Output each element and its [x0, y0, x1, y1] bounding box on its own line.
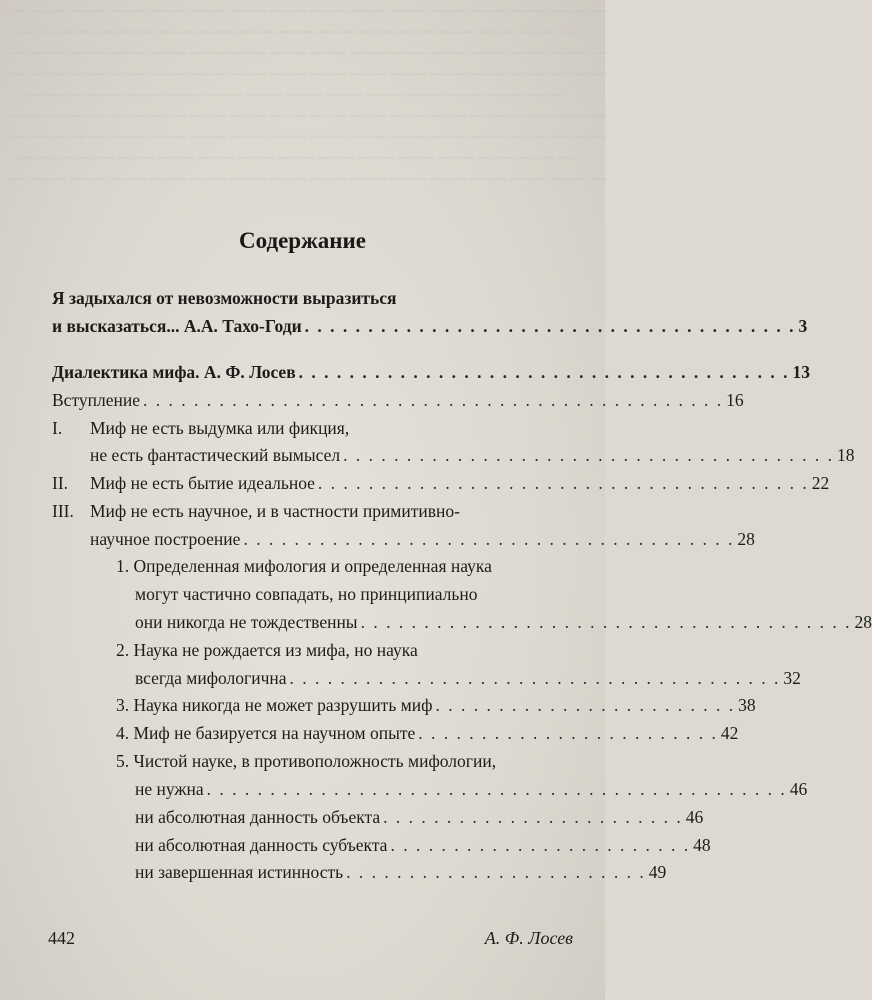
toc-entry-6-number: III.	[52, 501, 74, 521]
dot-leader: . . . . . . . . . . . . . . . . . . . . . . . .	[346, 862, 646, 882]
toc-entry-1-line-1: Я задыхался от невозможности выразиться	[52, 288, 397, 308]
show-through-text: — — — — — — — — — — — — — — — — — — — — — — — — — — — — — — — — — — — — — — — — — — — — — — — — — — — — — — — — — — — — — — — — — — — — — — — — — — — — — — — — — — — — — — — — — — — — — — — — — — — — — — — — — — — — — — — — — — — — — — — — — — — — — — — — — — — — — — — — — — — — — — — — — — — — — — — — — — — — — — — — — — — — — — — — — — — — — — — — — — — — — — — — — — — — — — — — — — — — — — — — — — — — — — — — — — — — — — — — — — — — — — — — — — — — — — — — — — — — — — — — — — — — — — — — — — — — — — — — — — — — — — —	[10, 2, 606, 187]
dot-leader: . . . . . . . . . . . . . . . . . . . . . . . . . . . . . . . . . . . . . . . . . . . . . .	[142, 390, 724, 410]
toc-sub-1-line-2: могут частично совпадать, но принципиально	[135, 584, 478, 604]
toc-sub-2[interactable]	[135, 668, 801, 694]
toc-sub-4[interactable]	[116, 723, 739, 749]
toc-sub-1[interactable]	[135, 612, 872, 638]
toc-sub-1-page: 28	[854, 612, 872, 632]
toc-sub-1-line-3: они никогда не тождественны	[135, 612, 358, 632]
dot-leader: . . . . . . . . . . . . . . . . . . . . . . . . . . . . . . . . . . . . . . .	[343, 445, 834, 465]
toc-sub-3-title: 3. Наука никогда не может разрушить миф	[116, 695, 433, 715]
toc-entry-2-page: 13	[792, 362, 811, 382]
running-footer-author: А. Ф. Лосев	[484, 928, 573, 948]
toc-entry-4-line-2: не есть фантастический вымысел	[90, 445, 341, 465]
toc-subsub-2[interactable]	[135, 835, 711, 861]
toc-subsub-3[interactable]	[135, 862, 667, 888]
toc-subsub-1[interactable]	[135, 807, 704, 833]
toc-entry-5-page: 22	[811, 473, 830, 493]
dot-leader: . . . . . . . . . . . . . . . . . . . . . . . .	[390, 835, 691, 855]
toc-entry-3-title: Вступление	[52, 390, 140, 410]
toc-subsub-1-title: ни абсолютная данность объекта	[135, 807, 381, 827]
toc-sub-5-page: 46	[789, 779, 808, 799]
toc-sub-4-page: 42	[720, 723, 739, 743]
toc-entry-4-page: 18	[836, 445, 855, 465]
toc-entry-5-number: II.	[52, 473, 69, 493]
toc-entry-5[interactable]	[90, 473, 830, 499]
toc-entry-6[interactable]	[90, 529, 755, 555]
dot-leader: . . . . . . . . . . . . . . . . . . . . . . . .	[435, 695, 736, 715]
toc-subsub-1-page: 46	[685, 807, 704, 827]
toc-entry-1[interactable]	[52, 316, 808, 342]
toc-entry-2-title: Диалектика мифа. А. Ф. Лосев	[52, 362, 296, 382]
dot-leader: . . . . . . . . . . . . . . . . . . . . . . . . . . . . . . . . . . . . . . .	[304, 316, 796, 336]
toc-sub-5-line-2: не нужна	[135, 779, 204, 799]
toc-sub-1-line-1: 1. Определенная мифология и определенная наука	[116, 556, 492, 576]
toc-entry-4-number: I.	[52, 418, 63, 438]
toc-sub-4-title: 4. Миф не базируется на научном опыте	[116, 723, 416, 743]
toc-subsub-2-page: 48	[693, 835, 711, 855]
toc-sub-5-line-1: 5. Чистой науке, в противоположность мифологии,	[116, 751, 497, 771]
dot-leader: . . . . . . . . . . . . . . . . . . . . . . . . . . . . . . . . . . . . . . .	[360, 612, 852, 632]
dot-leader: . . . . . . . . . . . . . . . . . . . . . . . . . . . . . . . . . . . . . . . . . . . . . .	[206, 779, 787, 799]
dot-leader: . . . . . . . . . . . . . . . . . . . . . . . .	[418, 723, 718, 743]
toc-entry-5-title: Миф не есть бытие идеальное	[90, 473, 315, 493]
toc-entry-3-page: 16	[726, 390, 744, 410]
toc-entry-4[interactable]	[90, 445, 855, 471]
toc-entry-1-page: 3	[798, 316, 808, 336]
toc-sub-5[interactable]	[135, 779, 808, 805]
toc-sub-3-page: 38	[738, 695, 756, 715]
toc-sub-3[interactable]	[116, 695, 756, 721]
toc-entry-6-line-1: Миф не есть научное, и в частности примитивно-	[90, 501, 460, 521]
toc-subsub-2-title: ни абсолютная данность субъекта	[135, 835, 388, 855]
toc-entry-6-line-2: научное построение	[90, 529, 241, 549]
toc-entry-1-line-2: и высказаться... А.А. Тахо-Годи	[52, 316, 302, 336]
toc-sub-2-line-2: всегда мифологична	[135, 668, 287, 688]
toc-sub-2-page: 32	[783, 668, 801, 688]
dot-leader: . . . . . . . . . . . . . . . . . . . . . . . . . . . . . . . . . . . . . . .	[317, 473, 809, 493]
dot-leader: . . . . . . . . . . . . . . . . . . . . . . . .	[383, 807, 683, 827]
toc-entry-2[interactable]	[52, 362, 811, 388]
toc-subsub-3-title: ни завершенная истинность	[135, 862, 344, 882]
page-title: Содержание	[239, 228, 366, 253]
dot-leader: . . . . . . . . . . . . . . . . . . . . . . . . . . . . . . . . . . . . . . .	[289, 668, 781, 688]
dot-leader: . . . . . . . . . . . . . . . . . . . . . . . . . . . . . . . . . . . . . . .	[243, 529, 735, 549]
toc-entry-4-line-1: Миф не есть выдумка или фикция,	[90, 418, 350, 438]
dot-leader: . . . . . . . . . . . . . . . . . . . . . . . . . . . . . . . . . . . . . . .	[298, 362, 790, 382]
toc-entry-6-page: 28	[737, 529, 755, 549]
page-number: 442	[48, 928, 75, 948]
toc-subsub-3-page: 49	[648, 862, 667, 882]
toc-sub-2-line-1: 2. Наука не рождается из мифа, но наука	[116, 640, 418, 660]
toc-entry-3[interactable]	[52, 390, 744, 416]
